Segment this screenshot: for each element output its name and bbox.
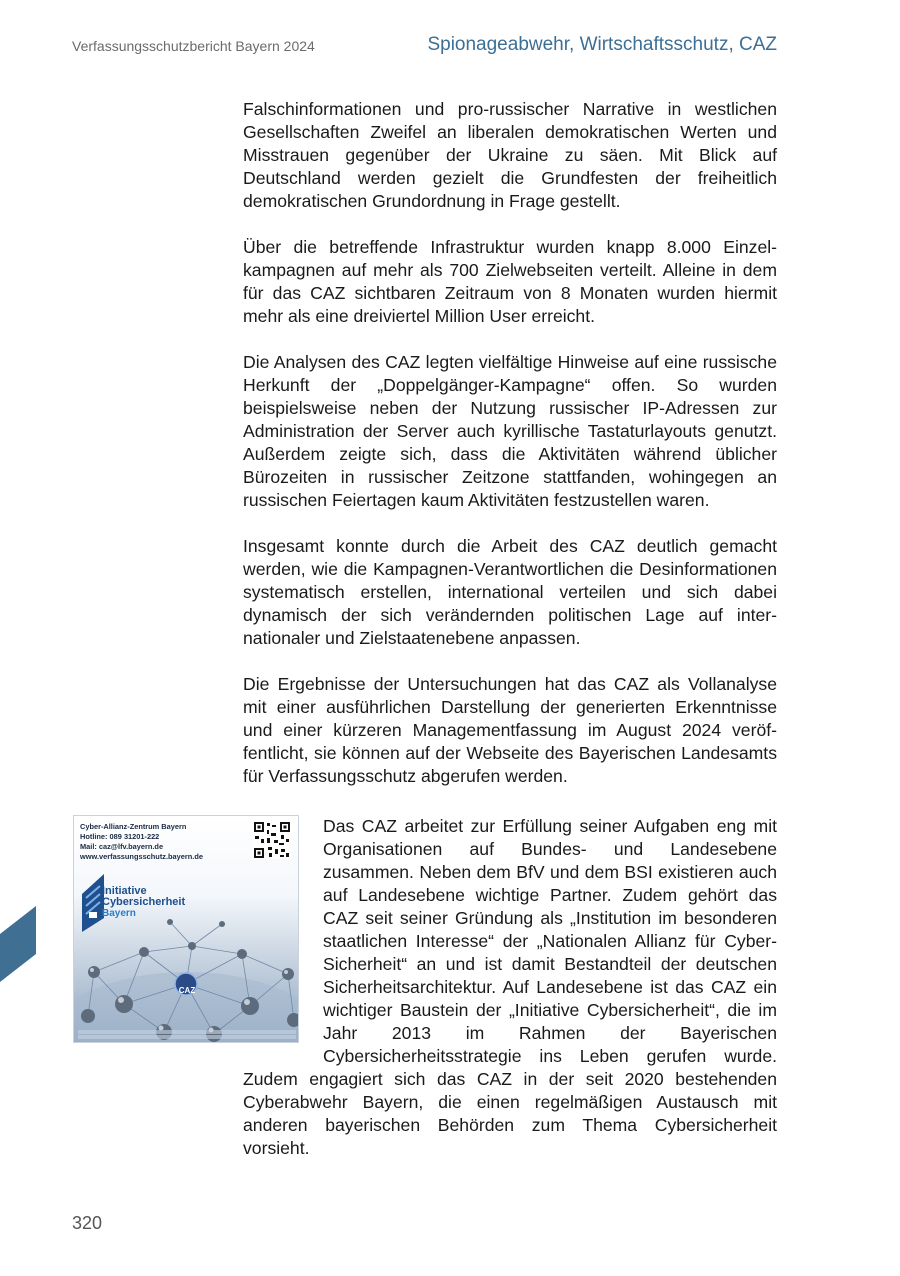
flyer-footer-decoration [78,1029,296,1040]
flyer-org: Cyber-Allianz-Zentrum Bayern [80,822,187,831]
initiative-line: Bayern [102,908,136,919]
initiative-line: Cybersicherheit [102,896,186,908]
caz-badge: CAZ [178,986,196,995]
flyer-hotline: Hotline: 089 31201-222 [80,832,160,841]
initiative-line: Initiative [102,885,147,897]
caz-flyer-image [73,815,299,1043]
network-sphere-graphic [74,912,299,1043]
paragraph: Falschinformationen und pro-russischer Narrative in westlichen Gesellschaften Zweifel an liberalen demokratischen Werten und Misstrauen gegenüber der Ukraine zu säen. Mit Blick auf Deutschland werden gezielt die Grundfesten der freiheitlich demokratischen Grundordnung in Frage gestellt. [243,99,777,211]
flyer-mail: Mail: caz@lfv.bayern.de [80,842,164,851]
page-number: 320 [72,1213,103,1233]
paragraph: Die Ergebnisse der Untersuchungen hat das CAZ als Vollanalyse mit einer ausführlichen Darstellung der generierten Erkenntnisse und einer kürzeren Managementfassung im August 2024 veröffentlicht, sie können auf der Webseite des Bayerischen Landesamts für Verfassungsschutz abgerufen werden. [243,674,777,786]
running-header-chapter: Spionageabwehr, Wirtschaftsschutz, CAZ [427,34,777,55]
flyer-contact [80,822,203,862]
chapter-tab-marker [0,906,36,982]
paragraph: Die Analysen des CAZ legten vielfältige Hinweise auf eine russische Herkunft der „Doppelgänger-Kampagne“ offen. So wurden beispielsweise neben der Nutzung russischer IP-Adressen zur Administration der Server auch kyrillische Tastaturlayouts genutzt. Außerdem zeigte sich, dass die Aktivitäten während üblicher Bürozeiten in russischer Zeitzone stattfanden, wohingegen an russischen Feiertagen kaum Aktivitäten festzustellen waren. [243,352,777,510]
main-text [80,98,777,1160]
qr-code-icon [253,821,291,859]
running-header-title: Verfassungsschutzbericht Bayern 2024 [72,38,315,54]
paragraph: Insgesamt konnte durch die Arbeit des CAZ deutlich gemacht werden, wie die Kampagnen-Verantwortlichen die Desinformationen systematisch erstellen, international verteilen und sich dabei dynamisch der sich verändernden politischen Lage auf internationaler und Zielstaatenebene anpassen. [243,536,777,648]
flyer-web: www.verfassungsschutz.bayern.de [80,852,203,861]
paragraph: Das CAZ arbeitet zur Erfüllung seiner Aufgaben eng mit Organisationen auf Bundes- und Landesebene zusammen. Neben dem BfV und dem BSI existieren auch auf Landesebene wichtige Partner. Zudem gehört das CAZ seit seiner Gründung als „Institution im besonderen staatlichen Interesse“ der „Nationalen Allianz für Cyber-Sicherheit“ an und ist damit Bestandteil der deutschen Sicherheitsarchitektur. Auf Landesebene ist das CAZ ein wichtiger Baustein der „Initiative Cybersicherheit“, die im Jahr 2013 im Rahmen der Bayerischen Cybersicherheitsstrategie ins Leben gerufen wurde. Zudem engagiert sich das CAZ in der seit 2020 bestehenden Cyberabwehr Bayern, die einen regelmäßigen Austausch mit anderen bayerischen Behörden zum Thema Cybersicherheit vorsieht. [243,816,777,1158]
paragraph: Über die betreffende Infrastruktur wurden knapp 8.000 Einzelkampagnen auf mehr als 700 Zielwebseiten verteilt. Alleine in dem für das CAZ sichtbaren Zeitraum von 8 Monaten wurden hiermit mehr als eine dreiviertel Million User erreicht. [243,237,777,326]
